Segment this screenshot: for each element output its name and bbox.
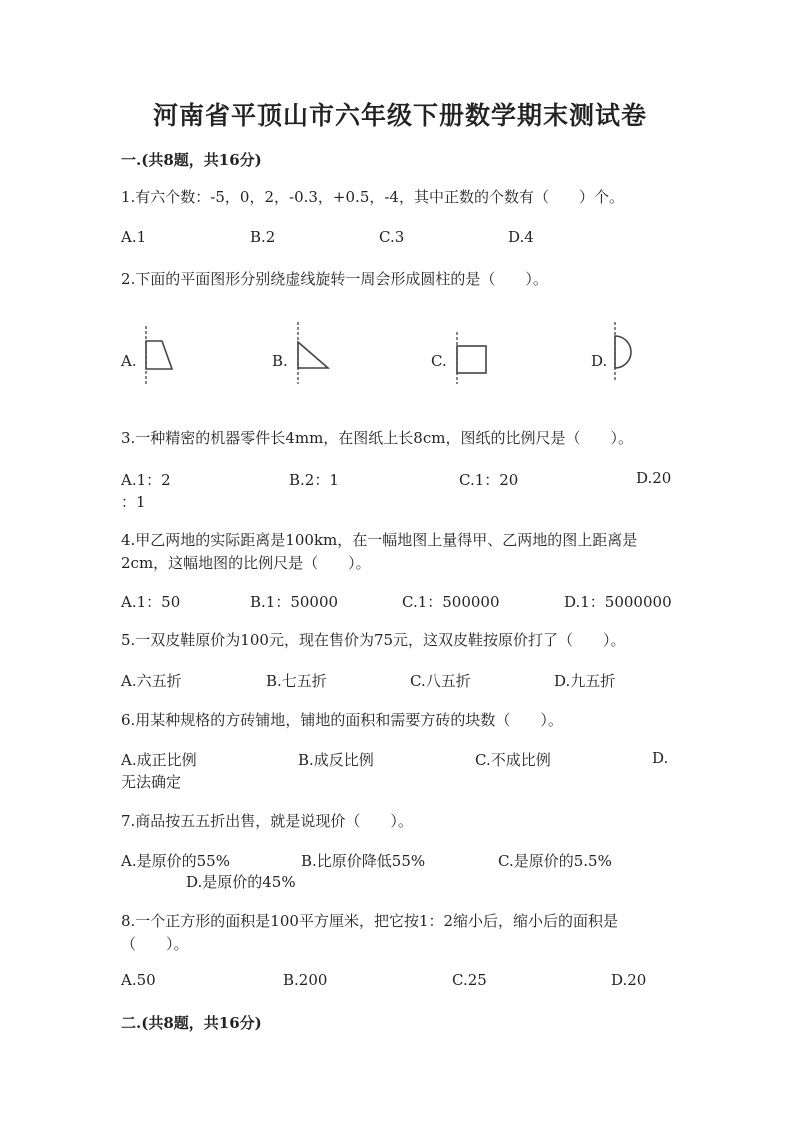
option-a[interactable]: A.是原价的55% <box>121 852 230 870</box>
option-b[interactable]: B.1：50000 <box>250 593 339 611</box>
option-c[interactable]: C.不成比例 <box>475 751 551 769</box>
semicircle-figure <box>607 322 647 382</box>
option-b[interactable]: B.成反比例 <box>298 751 374 769</box>
option-b[interactable]: B.2 <box>250 228 276 246</box>
section-heading-1: 一.(共8题，共16分) <box>121 151 262 169</box>
question-2: 2.下面的平面图形分别绕虚线旋转一周会形成圆柱的是（ ）。 <box>121 270 548 288</box>
option-d-continued: 无法确定 <box>121 773 182 791</box>
option-a[interactable]: A.1 <box>121 228 147 246</box>
rectangle-figure <box>451 332 491 384</box>
question-8-options <box>121 971 681 995</box>
question-6: 6.用某种规格的方砖铺地，铺地的面积和需要方砖的块数（ ）。 <box>121 711 563 729</box>
option-d[interactable]: D. <box>652 749 669 767</box>
option-a[interactable]: A.1：50 <box>121 593 181 611</box>
question-3-options <box>121 469 681 493</box>
option-a[interactable]: A. <box>121 352 137 370</box>
trapezoid-figure <box>140 326 180 384</box>
option-c[interactable]: C. <box>431 352 447 370</box>
option-d[interactable]: D.20 <box>611 971 647 989</box>
option-d[interactable]: D.是原价的45% <box>186 873 296 891</box>
question-5: 5.一双皮鞋原价为100元，现在售价为75元，这双皮鞋按原价打了（ ）。 <box>121 631 626 649</box>
page-title: 河南省平顶山市六年级下册数学期末测试卷 <box>152 101 647 130</box>
option-d[interactable]: D. <box>591 352 608 370</box>
triangle-figure <box>292 322 332 384</box>
option-b[interactable]: B.比原价降低55% <box>301 852 426 870</box>
option-c[interactable]: C.是原价的5.5% <box>498 852 612 870</box>
option-a[interactable]: A.50 <box>121 971 156 989</box>
option-b[interactable]: B.七五折 <box>266 672 327 690</box>
option-c[interactable]: C.3 <box>379 228 405 246</box>
section-heading-2: 二.(共8题，共16分) <box>121 1014 262 1032</box>
option-c[interactable]: C.1：500000 <box>402 593 500 611</box>
option-a[interactable]: A.六五折 <box>121 672 182 690</box>
option-c[interactable]: C.八五折 <box>410 672 471 690</box>
question-8: 8.一个正方形的面积是100平方厘米，把它按1：2缩小后，缩小后的面积是（ ）。 <box>121 912 619 953</box>
option-d[interactable]: D.4 <box>508 228 534 246</box>
option-d[interactable]: D.九五折 <box>554 672 616 690</box>
question-4-options <box>121 591 681 615</box>
option-d[interactable]: D.20 <box>636 469 672 487</box>
option-b[interactable]: B. <box>272 352 288 370</box>
option-c[interactable]: C.1：20 <box>459 471 519 489</box>
option-d-continued: ：1 <box>121 493 146 511</box>
option-c[interactable]: C.25 <box>452 971 487 989</box>
question-5-options <box>121 670 681 694</box>
option-b[interactable]: B.200 <box>283 971 328 989</box>
option-d[interactable]: D.1：5000000 <box>564 593 672 611</box>
question-1: 1.有六个数：-5，0，2，-0.3，+0.5，-4，其中正数的个数有（ ）个。 <box>121 188 624 206</box>
question-3: 3.一种精密的机器零件长4mm，在图纸上长8cm，图纸的比例尺是（ ）。 <box>121 429 633 447</box>
question-4: 4.甲乙两地的实际距离是100km，在一幅地图上量得甲、乙两地的图上距离是2cm，这幅地图的比例尺是（ ）。 <box>121 531 638 572</box>
option-a[interactable]: A.1：2 <box>121 471 171 489</box>
option-b[interactable]: B.2：1 <box>289 471 339 489</box>
option-a[interactable]: A.成正比例 <box>121 751 197 769</box>
question-6-options <box>121 749 681 773</box>
question-1-options <box>121 228 681 252</box>
question-7: 7.商品按五五折出售，就是说现价（ ）。 <box>121 812 413 830</box>
